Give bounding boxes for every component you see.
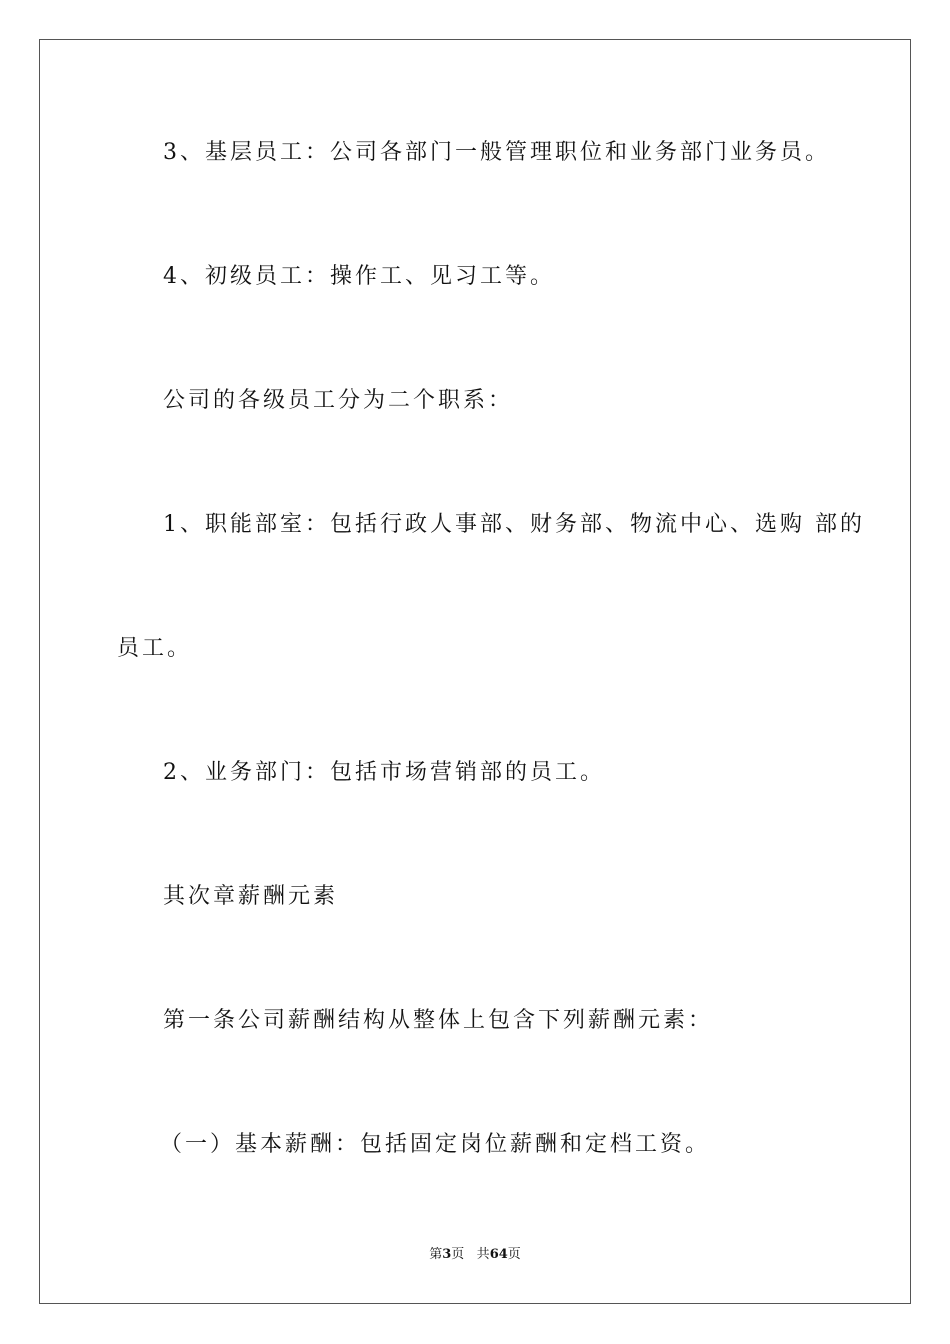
paragraph-2: 4、初级员工：操作工、见习工等。 xyxy=(163,264,555,289)
chapter-heading: 其次章薪酬元素 xyxy=(163,884,339,909)
total-pages: 64 xyxy=(489,1247,508,1262)
page-footer xyxy=(0,1246,950,1264)
paragraph-4-continuation: 员工。 xyxy=(117,636,193,661)
page-border xyxy=(39,39,911,1304)
paragraph-6: 第一条公司薪酬结构从整体上包含下列薪酬元素： xyxy=(163,1008,714,1033)
total-suffix: 页 xyxy=(507,1247,521,1262)
total-prefix: 共 xyxy=(476,1247,490,1262)
paragraph-1: 3、基层员工：公司各部门一般管理职位和业务部门业务员。 xyxy=(163,140,830,165)
page-prefix: 第 xyxy=(429,1247,443,1262)
paragraph-5: 2、业务部门：包括市场营销部的员工。 xyxy=(163,760,605,785)
paragraph-7: （一）基本薪酬：包括固定岗位薪酬和定档工资。 xyxy=(160,1132,711,1157)
paragraph-4: 1、职能部室：包括行政人事部、财务部、物流中心、选购 部的 xyxy=(163,512,865,537)
paragraph-3: 公司的各级员工分为二个职系： xyxy=(163,388,514,413)
page-suffix: 页 xyxy=(451,1247,465,1262)
page-number: 3 xyxy=(442,1247,452,1262)
